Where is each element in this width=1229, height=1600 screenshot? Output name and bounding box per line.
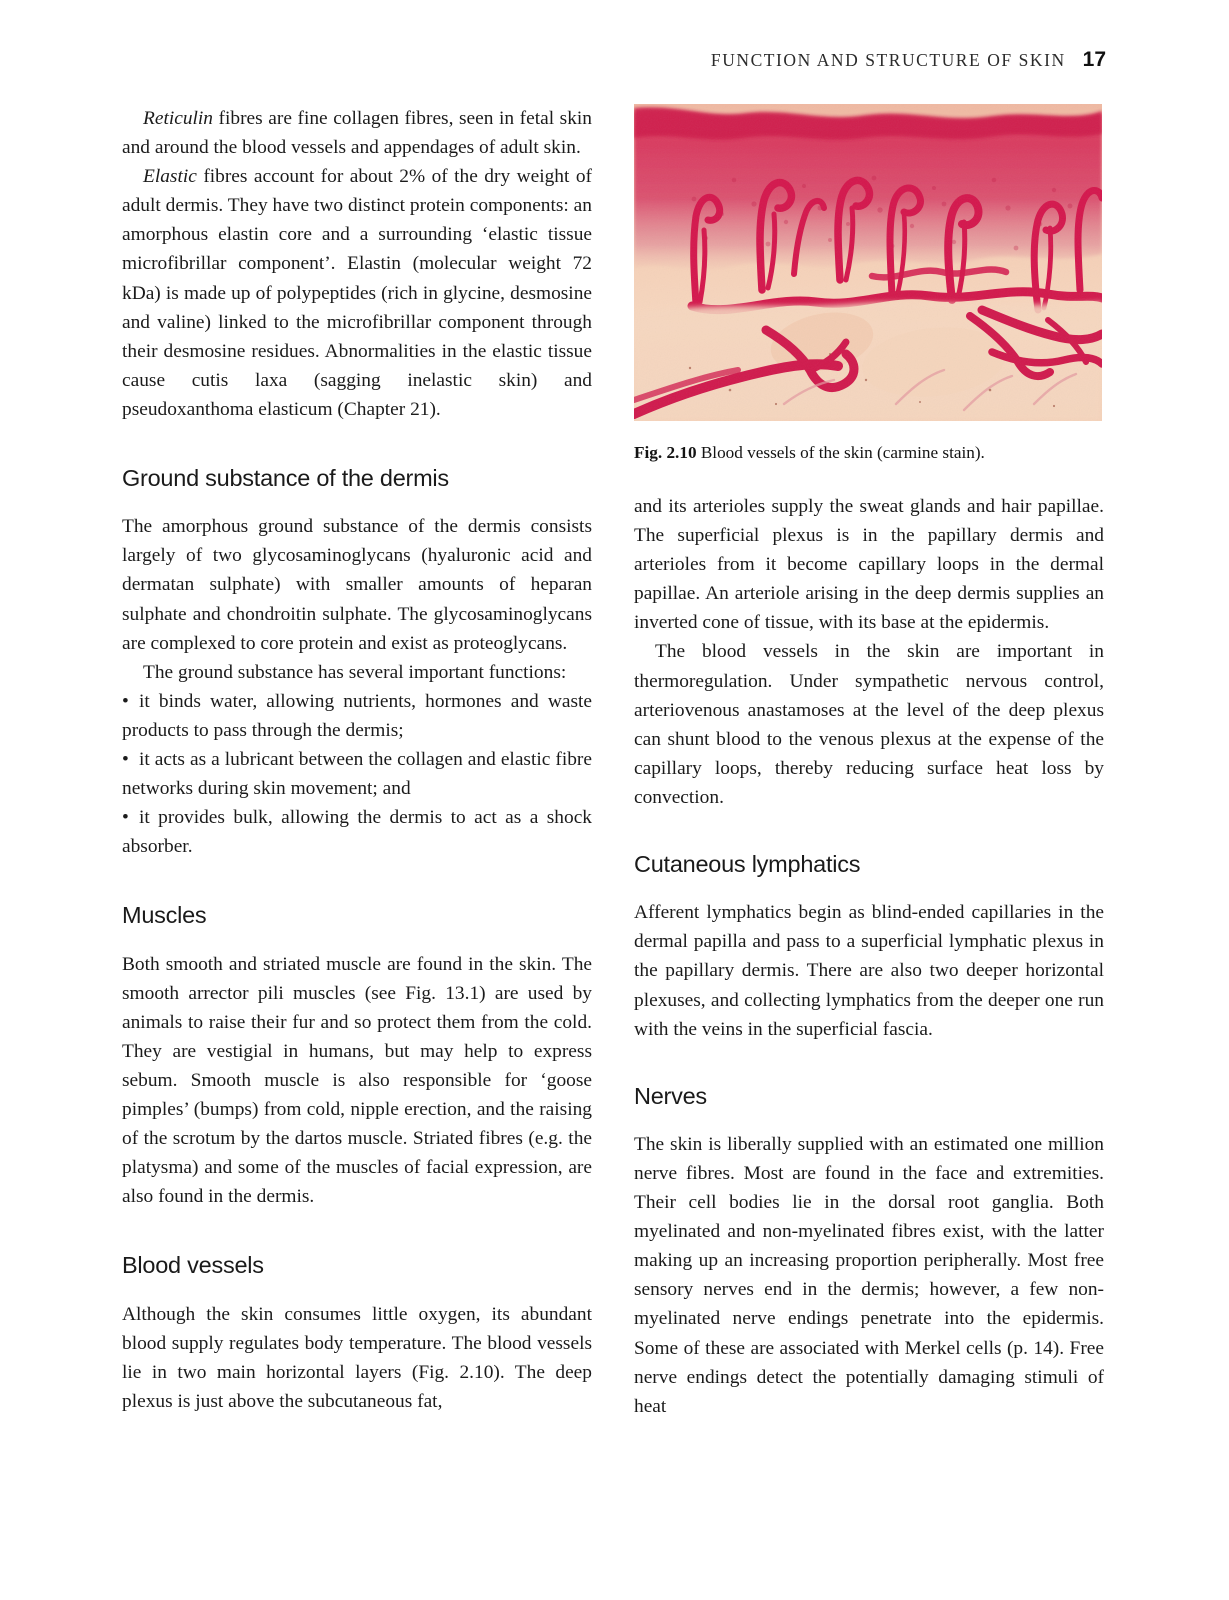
paragraph-thermoregulation: The blood vessels in the skin are important in thermoregulation. Under sympathetic nervous control, arteriovenous anastamoses at the level of the deep plexus can shunt blood to the venous plexus at the expense of the capillary loops, thereby reducing surface heat loss by convection. xyxy=(634,641,1104,808)
figure-caption xyxy=(634,441,1102,464)
heading-muscles: Muscles xyxy=(122,902,207,929)
term-reticulin: Reticulin xyxy=(143,108,213,129)
paragraph-ground-substance-1: The amorphous ground substance of the dermis consists largely of two glycosaminoglycans (hyaluronic acid and dermatan sulphate) with smaller amounts of heparan sulphate and chondroitin sulphate. The glycosaminoglycans are complexed to core protein and exist as proteoglycans. xyxy=(122,516,592,654)
term-elastic: Elastic xyxy=(143,166,197,188)
figure-spacer xyxy=(634,464,1104,492)
paragraph-ground-substance-2: The ground substance has several important functions: xyxy=(143,661,567,683)
left-column xyxy=(122,104,592,1416)
right-column xyxy=(634,104,1104,1421)
list-item: • it acts as a lubricant between the collagen and elastic fibre networks during skin movement; and xyxy=(122,745,592,803)
micrograph-blood-vessels-image xyxy=(634,104,1102,421)
paragraph-lymphatics: Afferent lymphatics begin as blind-ended capillaries in the dermal papilla and pass to a superficial lymphatic plexus in the papillary dermis. There are also two deeper horizontal plexuses, and collecting lymphatics from the deeper one run with the veins in the superficial fascia. xyxy=(634,902,1104,1040)
page-number: 17 xyxy=(1082,48,1106,71)
paragraph-elastic xyxy=(122,162,592,424)
heading-cutaneous-lymphatics: Cutaneous lymphatics xyxy=(634,851,861,878)
running-head xyxy=(711,48,1106,72)
figure-image-frame xyxy=(634,104,1102,421)
list-item: • it provides bulk, allowing the dermis to act as a shock absorber. xyxy=(122,803,592,861)
paragraph-muscles: Both smooth and striated muscle are found in the skin. The smooth arrector pili muscles (see Fig. 13.1) are used by animals to raise their fur and so protect them from the cold. They are vestigial in humans, but may help to express sebum. Smooth muscle is also responsible for ‘goose pimples’ (bumps) from cold, nipple erection, and the raising of the scrotum by the dartos muscle. Striated fibres (e.g. the platysma) and some of the muscles of facial expression, are also found in the dermis. xyxy=(122,953,592,1208)
figure-caption-text: Blood vessels of the skin (carmine stain). xyxy=(700,443,985,462)
paragraph-reticulin xyxy=(122,104,592,162)
figure-caption-label: Fig. 2.10 xyxy=(634,443,697,462)
paragraph-reticulin-text: fibres are fine collagen fibres, seen in fetal skin and around the blood vessels and appendages of adult skin. xyxy=(122,108,592,159)
figure-2-10 xyxy=(634,104,1102,464)
paragraph-nerves: The skin is liberally supplied with an estimated one million nerve fibres. Most are found in the face and extremities. Their cell bodies lie in the dorsal root ganglia. Both myelinated and non-myelinated fibres exist, with the latter making up an increasing proportion peripherally. Most free sensory nerves end in the dermis; however, a few non-myelinated nerve endings penetrate into the epidermis. Some of these are associated with Merkel cells (p. 14). Free nerve endings detect the potentially damaging stimuli of heat xyxy=(634,1133,1104,1417)
paragraph-arterioles: and its arterioles supply the sweat glands and hair papillae. The superficial plexus is in the papillary dermis and arterioles from it become capillary loops in the dermal papillae. An arteriole arising in the deep dermis supplies an inverted cone of tissue, with its base at the epidermis. xyxy=(634,496,1104,634)
heading-nerves: Nerves xyxy=(634,1082,707,1109)
heading-blood-vessels: Blood vessels xyxy=(122,1252,264,1279)
heading-ground-substance: Ground substance of the dermis xyxy=(122,465,449,492)
running-head-title: FUNCTION AND STRUCTURE OF SKIN xyxy=(710,50,1066,70)
list-item: • it binds water, allowing nutrients, hormones and waste products to pass through the dermis; xyxy=(122,687,592,745)
paragraph-elastic-text: fibres account for about 2% of the dry weight of adult dermis. They have two distinct protein components: an amorphous elastin core and a surrounding ‘elastic tissue microfibrillar component’. Elastin (molecular weight 72 kDa) is made up of polypeptides (rich in glycine, desmosine and valine) linked to the microfibrillar component through their desmosine residues. Abnormalities in the elastic tissue cause cutis laxa (sagging inelastic skin) and pseudoxanthoma elasticum (Chapter 21). xyxy=(122,166,592,420)
paragraph-blood-vessels: Although the skin consumes little oxygen, its abundant blood supply regulates body temperature. The blood vessels lie in two main horizontal layers (Fig. 2.10). The deep plexus is just above the subcutaneous fat, xyxy=(122,1303,592,1412)
two-column-body xyxy=(122,104,1107,1454)
